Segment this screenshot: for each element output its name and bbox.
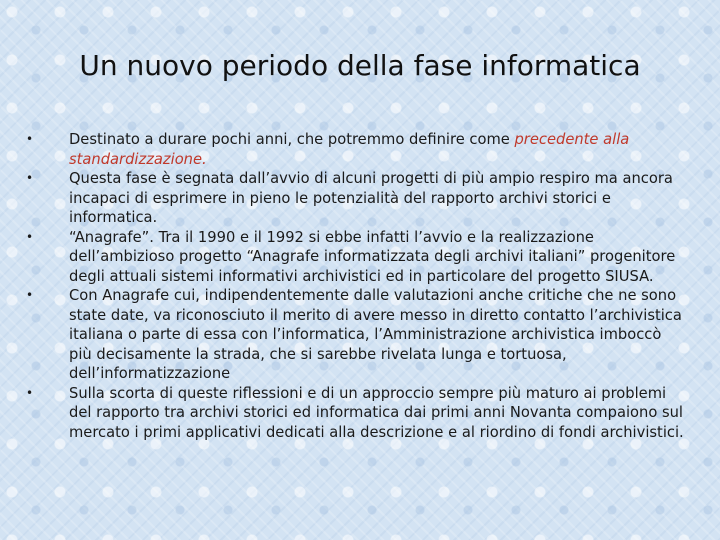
bullet-dot-icon: • (26, 385, 34, 400)
bullet-text: Destinato a durare pochi anni, che potremmo definire come (69, 131, 515, 148)
bullet-dot-icon: • (26, 229, 34, 244)
bullet-text: Questa fase è segnata dall’avvio di alcuni progetti di più ampio respiro ma ancora incapaci di esprimere in pieno le potenzialità del rapporto archivi storici e informatica. (69, 170, 673, 226)
bullet-dot-icon: • (26, 288, 34, 302)
bullet-item (26, 384, 686, 443)
bullet-text: “Anagrafe”. Tra il 1990 e il 1992 si ebbe infatti l’avvio e la realizzazione dell’ambizioso progetto “Anagrafe informatizzata degli archivi italiani” progenitore degli attuali sistemi informativi archivistici ed in particolare del progetto SIUSA. (69, 228, 676, 285)
bullet-list (26, 130, 686, 442)
slide-title: Un nuovo periodo della fase informatica (79, 49, 641, 82)
bullet-dot-icon: • (26, 171, 34, 185)
bullet-item (26, 228, 686, 287)
bullet-highlight: precedente alla standardizzazione. (69, 131, 630, 168)
bullet-item (26, 286, 686, 384)
bullet-item (26, 130, 686, 169)
bullet-text: Con Anagrafe cui, indipendentemente dalle valutazioni anche critiche che ne sono state date, va riconosciuto il merito di avere messo in diretto contatto l’archivistica italiana o parte di essa con l’informatica, l’Amministrazione archivistica imboccò più decisamente la strada, che si sarebbe rivelata lunga e tortuosa, dell’informatizzazione (69, 287, 682, 382)
bullet-dot-icon: • (26, 132, 34, 146)
bullet-item (26, 169, 686, 228)
bullet-text: Sulla scorta di queste riflessioni e di un approccio sempre più maturo ai problemi del rapporto tra archivi storici ed informatica dai primi anni Novanta compaiono sul mercato i primi applicativi dedicati alla descrizione e al riordino di fondi archivistici. (69, 384, 684, 441)
